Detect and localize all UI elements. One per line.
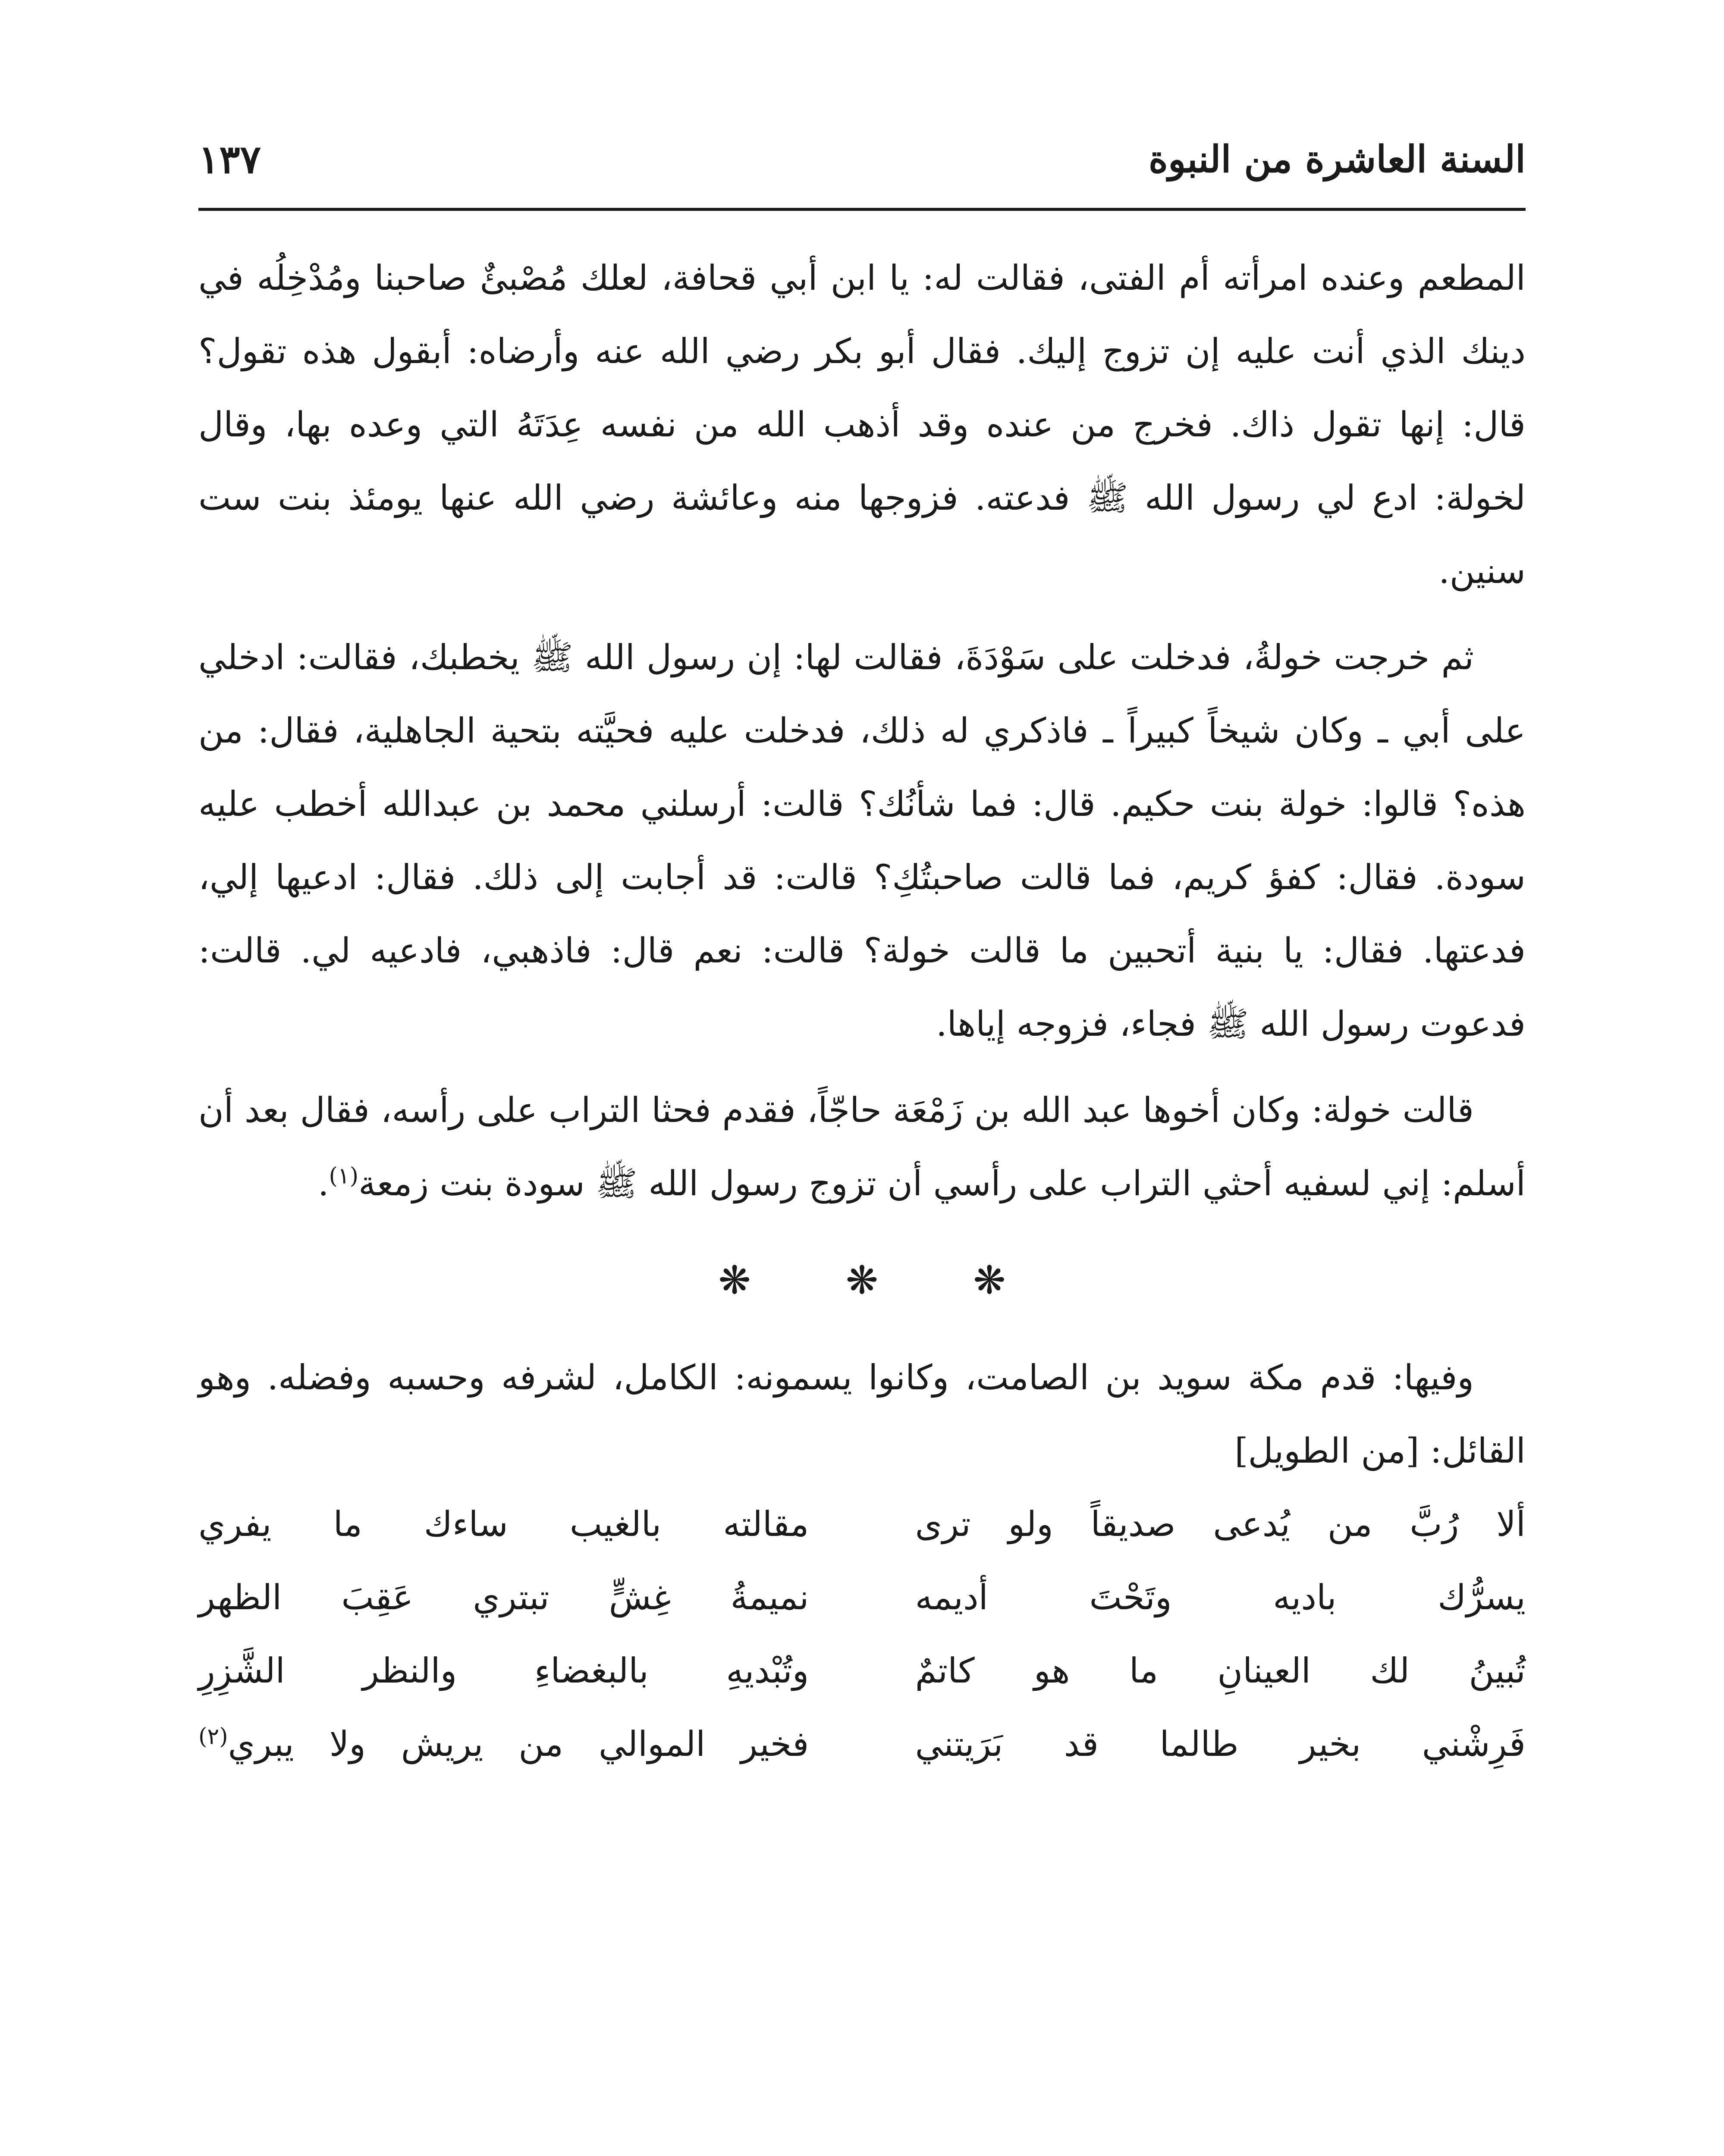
paragraph-3-text: قالت خولة: وكان أخوها عبد الله بن زَمْعَة حاجّاً، فقدم فحثا التراب على رأسه، فقال بعد أن أسلم: إني لسفيه أحثي التراب على رأسي أن تزوج رسول الله ﷺ سودة بنت زمعة: [198, 1090, 1526, 1203]
verse-second-hemistich: نميمةُ غِشٍّ تبتري عَقِبَ الظهر: [198, 1577, 809, 1617]
paragraph-3: [198, 1074, 1526, 1220]
main-text: [198, 241, 1526, 1781]
verse-first-hemistich: يسرُّك باديه وتَحْتَ أديمه: [915, 1577, 1526, 1617]
footnote-marker-2: (٢): [198, 1724, 228, 1750]
separator-star-icon: ❋: [845, 1258, 879, 1303]
separator-star-icon: ❋: [718, 1258, 751, 1303]
paragraph-4: وفيها: قدم مكة سويد بن الصامت، وكانوا يسمونه: الكامل، لشرفه وحسبه وفضله. وهو القائل: [من الطويل]: [198, 1357, 1526, 1471]
chapter-title: السنة العاشرة من النبوة: [1148, 138, 1526, 181]
page-number: ١٣٧: [198, 137, 261, 182]
poem: [198, 1488, 1526, 1781]
header-divider: [198, 208, 1526, 211]
paragraph-2: ثم خرجت خولةُ، فدخلت على سَوْدَةَ، فقالت لها: إن رسول الله ﷺ يخطبك، فقالت: ادخلي على أبي ـ وكان شيخاً كبيراً ـ فاذكري له ذلك، فدخلت عليه فحيَّته بتحية الجاهلية، فقال: من هذه؟ قالوا: خولة بنت حكيم. قال: فما شأنُك؟ قالت: أرسلني محمد بن عبدالله أخطب عليه سودة. فقال: كفؤ كريم، فما قالت صاحبتُكِ؟ قالت: قد أجابت إلى ذلك. فقال: ادعيها إلي، فدعتها. فقال: يا بنية أتحبين ما قالت خولة؟ قالت: نعم قال: فاذهبي، فادعيه لي. قالت: فدعوت رسول الله ﷺ فجاء، فزوجه إياها.: [198, 637, 1526, 1044]
verse-first-hemistich: تُبينُ لك العينانِ ما هو كاتمٌ: [915, 1651, 1526, 1691]
running-head: [198, 129, 1526, 207]
verse-4-second-text: فخير الموالي من يريش ولا يبري: [228, 1724, 809, 1764]
verse-first-hemistich: ألا رُبَّ من يُدعى صديقاً ولو ترى: [915, 1504, 1526, 1544]
verse-first-hemistich: فَرِشْني بخير طالما قد بَرَيتني: [915, 1724, 1526, 1764]
verse-second-hemistich: [198, 1708, 809, 1781]
verse-line: [198, 1561, 1526, 1634]
verse-second-hemistich: مقالته بالغيب ساءك ما يفري: [198, 1504, 809, 1544]
verse-line: [198, 1488, 1526, 1561]
verse-line: [198, 1634, 1526, 1708]
footnote-marker-1: (١): [329, 1163, 359, 1189]
verse-second-hemistich: وتُبْديهِ بالبغضاءِ والنظر الشَّزِرِ: [198, 1651, 809, 1691]
separator-star-icon: ❋: [973, 1258, 1006, 1303]
paragraph-3-end: .: [318, 1163, 329, 1203]
paragraph-1: المطعم وعنده امرأته أم الفتى، فقالت له: يا ابن أبي قحافة، لعلك مُصْبئٌ صاحبنا ومُدْخِلُه في دينك الذي أنت عليه إن تزوج إليك. فقال أبو بكر رضي الله عنه وأرضاه: أبقول هذه تقول؟ قال: إنها تقول ذاك. فخرج من عنده وقد أذهب الله من نفسه عِدَتَهُ التي وعده بها، وقال لخولة: ادع لي رسول الله ﷺ فدعته. فزوجها منه وعائشة رضي الله عنها يومئذ بنت ست سنين.: [198, 258, 1526, 591]
section-separator: [198, 1250, 1526, 1311]
verse-line: [198, 1708, 1526, 1781]
